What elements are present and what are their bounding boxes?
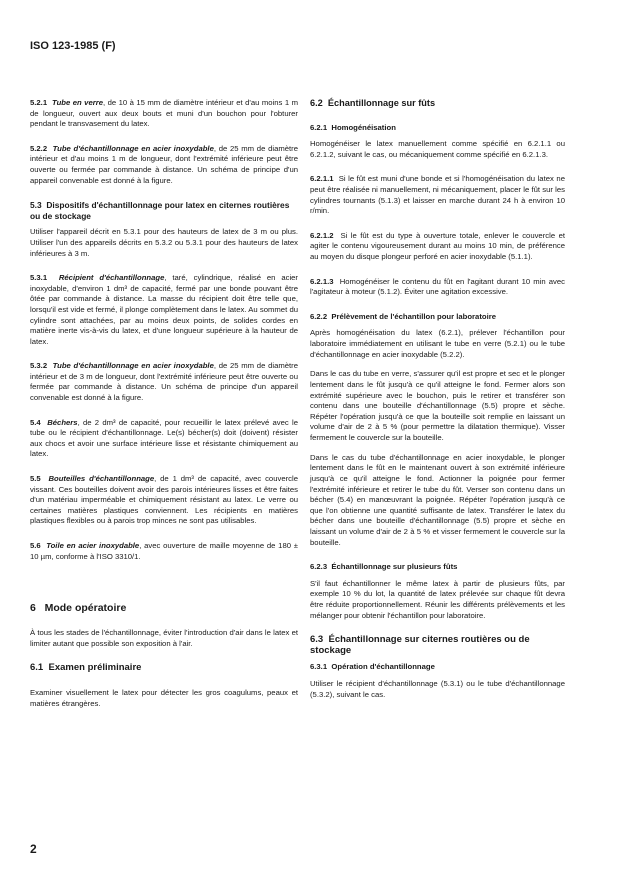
clause-text: , de 25 mm de diamètre intérieur et de 3 m de longueur, dont l'extrémité inférieure peut être ouverte ou fermée par commande à distance. Un schéma de principe d'un appareil convenable est donné à la figure. (30, 361, 298, 403)
right-column (310, 98, 565, 709)
clause-text: Homogénéiser le contenu du fût en l'agitant durant 10 min avec l'agitateur à moteur (5.1.2). Éviter une agitation excessive. (310, 276, 565, 297)
section-heading-6-2 (310, 98, 565, 109)
section-title: Examen préliminaire (48, 662, 142, 674)
clause-text: , de 2 dm³ de capacité, pour recueillir le latex prélevé avec le tube ou le récipient d'échantillonnage. Le(s) bécher(s) doit (doivent) résister aux chocs et avoir une surface intérieure lisse et résistante chimiquement au latex. (30, 417, 298, 459)
clause-text: , de 10 à 15 mm de diamètre intérieur et d'au moins 1 m de longueur, ouvert aux deux bouts et muni d'un bouchon pour l'obturer pendant le transvasement du latex. (30, 98, 298, 129)
clause-title: Bouteilles d'échantillonnage (48, 474, 155, 484)
page-number: 2 (30, 842, 37, 856)
section-number: 6.2.2 (310, 311, 328, 321)
section-title: Dispositifs d'échantillonnage pour latex en citernes routières ou de stockage (30, 200, 290, 221)
clause-text: Si le fût est muni d'une bonde et si l'homogénéisation du latex ne peut être réalisée ni manuellement, ni mécaniquement, placer le fût sur les cylindres tournants (5.1.3) et laisser en marche durant 24 h à environ 10 r/min. (310, 174, 565, 216)
section-title: Opération d'échantillonnage (331, 662, 435, 672)
left-column (30, 98, 298, 718)
section-number: 6.3 (310, 634, 324, 646)
section-title: Échantillonnage sur citernes routières ou de stockage (310, 634, 530, 656)
clause-number: 5.5 (30, 474, 41, 484)
clause-title: Tube d'échantillonnage en acier inoxydable (52, 361, 214, 371)
clause-text: , taré, cylindrique, réalisé en acier inoxydable, d'environ 1 dm³ de capacité, fermé par une bonde pouvant être ôtée par commande à distance. La masse du récipient doit être telle que, lorsqu'il est vide et fermé, il plonge complètement dans le latex. Au sommet du cylindre sont attachées, par au moins deux points, de solides cordes en matière inerte vis-à-vis du latex, et d'une longueur supérieure à la hauteur de latex. (30, 273, 298, 346)
paragraph-5-3: Utiliser l'appareil décrit en 5.3.1 pour des hauteurs de latex de 3 m ou plus. Utiliser l'un des appareils décrits en 5.3.2 ou 5.3.1 pour des hauteurs de latex inférieures à 3 m. (30, 227, 298, 258)
section-heading-6-1 (30, 663, 298, 674)
clause-number: 5.2.1 (30, 98, 48, 107)
section-heading-6-2-2 (310, 312, 565, 323)
section-number: 5.3 (30, 200, 42, 211)
paragraph-6-2-1: Homogénéiser le latex manuellement comme spécifié en 6.2.1.1 ou 6.2.1.2, suivant le cas, ou mécaniquement comme spécifié en 6.2.1.3. (310, 139, 565, 159)
clause-text: , de 25 mm de diamètre intérieur et d'au moins 1 m de longueur, dont l'extrémité inférieure peut être ouverte ou fermée par commande à distance. Un schéma de principe d'un appareil convenable est donné à la figure. (30, 143, 298, 185)
clause-number: 6.2.1.1 (310, 174, 334, 184)
clause-title: Tube en verre (52, 98, 103, 107)
paragraph-6-3-1: Utiliser le récipient d'échantillonnage (5.3.1) ou le tube d'échantillonnage (5.3.2), suivant le cas. (310, 678, 565, 699)
paragraph-6: À tous les stades de l'échantillonnage, éviter l'introduction d'air dans le latex et limiter autant que possible son exposition à l'air. (30, 628, 298, 648)
clause-5-3-2 (30, 361, 298, 403)
clause-number: 6.2.1.3 (310, 276, 334, 286)
paragraph-6-1: Examiner visuellement le latex pour détecter les gros coagulums, peaux et matières étrangères. (30, 687, 298, 708)
clause-title: Béchers (47, 417, 78, 427)
section-title: Homogénéisation (331, 122, 396, 132)
clause-title: Tube d'échantillonnage en acier inoxydable (52, 143, 214, 153)
clause-text: , de 1 dm³ de capacité, avec couvercle vissant. Ces bouteilles doivent avoir des parois intérieures lisses et être faites d'un matériau imperméable et chimiquement résistant au latex. Le verre ou certaines matières plastiques conviennent. Les récipients en matières plastiques flexibles ou à parois trop minces ne sont pas utilisables. (30, 474, 298, 526)
clause-5-6 (30, 541, 298, 562)
section-heading-6-2-1 (310, 123, 565, 134)
clause-number: 6.2.1.2 (310, 230, 334, 240)
paragraph-6-2-2-a: Après homogénéisation du latex (6.2.1), prélever l'échantillon pour laboratoire immédiatement en utilisant le tube en verre (5.2.1) ou le tube d'échantillonnage en acier inoxydable (5.2.2). (310, 328, 565, 359)
section-heading-6-3-1 (310, 662, 565, 673)
section-number: 6 (30, 602, 36, 615)
clause-6-2-1-3 (310, 277, 565, 298)
clause-5-2-1 (30, 98, 298, 130)
clause-number: 5.4 (30, 417, 41, 427)
section-heading-5-3 (30, 200, 298, 221)
clause-number: 5.2.2 (30, 143, 48, 153)
clause-5-5 (30, 474, 298, 527)
clause-title: Toile en acier inoxydable (46, 541, 140, 550)
clause-number: 5.6 (30, 541, 41, 550)
clause-6-2-1-2 (310, 231, 565, 263)
document-header: ISO 123-1985 (F) (30, 40, 116, 52)
section-number: 6.2.1 (310, 122, 328, 132)
paragraph-6-2-3: S'il faut échantillonner le même latex à partir de plusieurs fûts, par exemple 10 % du lot, la quantité de latex prélevée sur chaque fût devra être réduite proportionnellement. Réunir les différents prélèvements et les mélanger pour obtenir l'échantillon pour laboratoire. (310, 578, 565, 620)
section-number: 6.2 (310, 98, 323, 108)
clause-6-2-1-1 (310, 174, 565, 216)
section-heading-6-2-3 (310, 562, 565, 573)
section-number: 6.2.3 (310, 562, 328, 572)
section-title: Mode opératoire (44, 602, 127, 615)
paragraph-6-2-2-b: Dans le cas du tube en verre, s'assurer qu'il est propre et sec et le plonger lentement dans le fût jusqu'à ce qu'il atteigne le fond. Fermer alors son extrémité supérieure avec le bouchon, puis le retirer et transférer son contenu dans une bouteille d'échantillonnage (5.5) propre et sèche. Répéter l'opération jusqu'à ce que la bouteille soit remplie en laissant un volume d'air de 2 à 5 % (pour permettre la dilatation thermique). Visser fermement le couvercle sur la bouteille. (310, 369, 565, 442)
clause-5-3-1 (30, 273, 298, 347)
section-title: Échantillonnage sur fûts (327, 98, 436, 108)
paragraph-6-2-2-c: Dans le cas du tube d'échantillonnage en acier inoxydable, le plonger lentement dans le fût en le maintenant ouvert à son extrémité inférieure jusqu'à ce qu'il atteigne le fond. Actionner la poignée pour fermer l'extrémité inférieure et retirer le tube du fût. Verser son contenu dans un bécher (5.4) en manœuvrant la poignée. Répéter l'opération jusqu'à ce que l'on obtienne une quantité suffisante de latex. Transférer le latex du bécher dans une bouteille d'échantillonnage (5.5) propre et sèche en laissant un volume d'air de 2 à 5 % et visser fermement le couvercle sur la bouteille. (310, 452, 565, 547)
section-heading-6 (30, 602, 298, 614)
clause-5-4 (30, 418, 298, 460)
section-title: Échantillonnage sur plusieurs fûts (331, 562, 458, 572)
clause-text: Si le fût est du type à ouverture totale, enlever le couvercle et agiter le contenu vigoureusement durant au moins 10 min, de préférence au moyen du disque plongeur perforé en acier inoxydable (5.1.1). (310, 230, 565, 261)
clause-5-2-2 (30, 144, 298, 186)
clause-number: 5.3.2 (30, 361, 48, 371)
clause-title: Récipient d'échantillonnage (58, 273, 165, 283)
section-number: 6.1 (30, 662, 44, 674)
clause-number: 5.3.1 (30, 273, 48, 283)
section-title: Prélèvement de l'échantillon pour laboratoire (331, 311, 496, 321)
section-number: 6.3.1 (310, 662, 328, 672)
clause-text: , avec ouverture de maille moyenne de 180 ± 10 µm, conforme à l'ISO 3310/1. (30, 541, 298, 561)
section-heading-6-3 (310, 635, 565, 656)
